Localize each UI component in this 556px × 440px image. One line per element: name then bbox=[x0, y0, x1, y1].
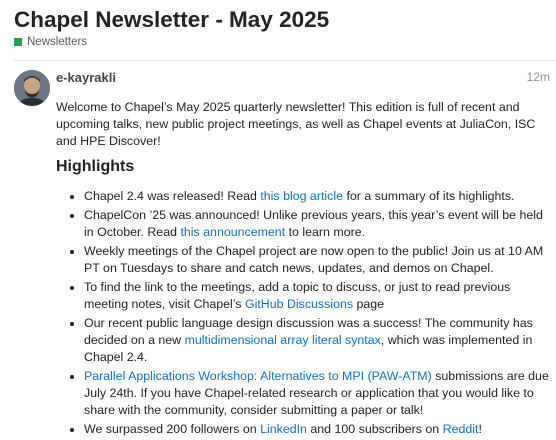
announcement-link[interactable]: this announcement bbox=[180, 225, 286, 239]
category-color-swatch bbox=[14, 38, 22, 46]
post-body bbox=[56, 99, 554, 436]
list-item: • To find the link to the meetings, add a topic to discuss, or just to read previous meeting notes, visit Chapel’s GitHub Discussions page bbox=[84, 279, 554, 313]
array-literal-syntax-link[interactable]: multidimensional array literal syntax bbox=[184, 333, 381, 347]
github-discussions-link[interactable]: GitHub Discussions bbox=[244, 297, 354, 311]
topic-title: Chapel Newsletter - May 2025 bbox=[14, 7, 330, 32]
category-label: Newsletters bbox=[27, 36, 88, 48]
topic-divider bbox=[14, 60, 556, 61]
highlights-list bbox=[56, 188, 554, 440]
highlights-heading: Highlights bbox=[56, 158, 135, 175]
category-badge[interactable] bbox=[14, 36, 87, 48]
post-username[interactable]: e-kayrakli bbox=[56, 70, 116, 85]
user-avatar[interactable] bbox=[14, 70, 50, 106]
reddit-link[interactable]: Reddit bbox=[442, 422, 479, 436]
list-item: • Weekly meetings of the Chapel project are now open to the public! Join us at 10 AM PT on Tuesdays to share and catch news, updates, and demos on Chapel. bbox=[84, 243, 554, 277]
blog-article-link[interactable]: this blog article bbox=[260, 189, 343, 203]
list-item: • We surpassed 200 followers on LinkedIn and 100 subscribers on Reddit! bbox=[84, 421, 554, 438]
linkedin-link[interactable]: LinkedIn bbox=[260, 422, 307, 436]
post-intro: Welcome to Chapel’s May 2025 quarterly newsletter! This edition is full of recent and upcoming talks, new public project meetings, as well as Chapel events at JuliaCon, ISC and HPE Discover! bbox=[56, 100, 536, 148]
list-item: • ChapelCon ’25 was announced! Unlike previous years, this year’s event will be held in October. Read this announcement to learn more. bbox=[84, 207, 554, 241]
list-item: • Parallel Applications Workshop: Alternatives to MPI (PAW-ATM) submissions are due July 24th. If you have Chapel-related research or application that you would like to share with the community, consider submitting a paper or talk! bbox=[84, 368, 554, 419]
paw-atm-link[interactable]: Parallel Applications Workshop: Alternatives to MPI (PAW-ATM) bbox=[84, 369, 432, 383]
post-age[interactable]: 12m bbox=[526, 70, 550, 84]
list-item: • Our recent public language design discussion was a success! The community has decided on a new multidimensional array literal syntax, which was implemented in Chapel 2.4. bbox=[84, 315, 554, 366]
avatar-portrait-icon bbox=[14, 70, 50, 106]
list-item: • Chapel 2.4 was released! Read this blog article for a summary of its highlights. bbox=[84, 188, 554, 205]
